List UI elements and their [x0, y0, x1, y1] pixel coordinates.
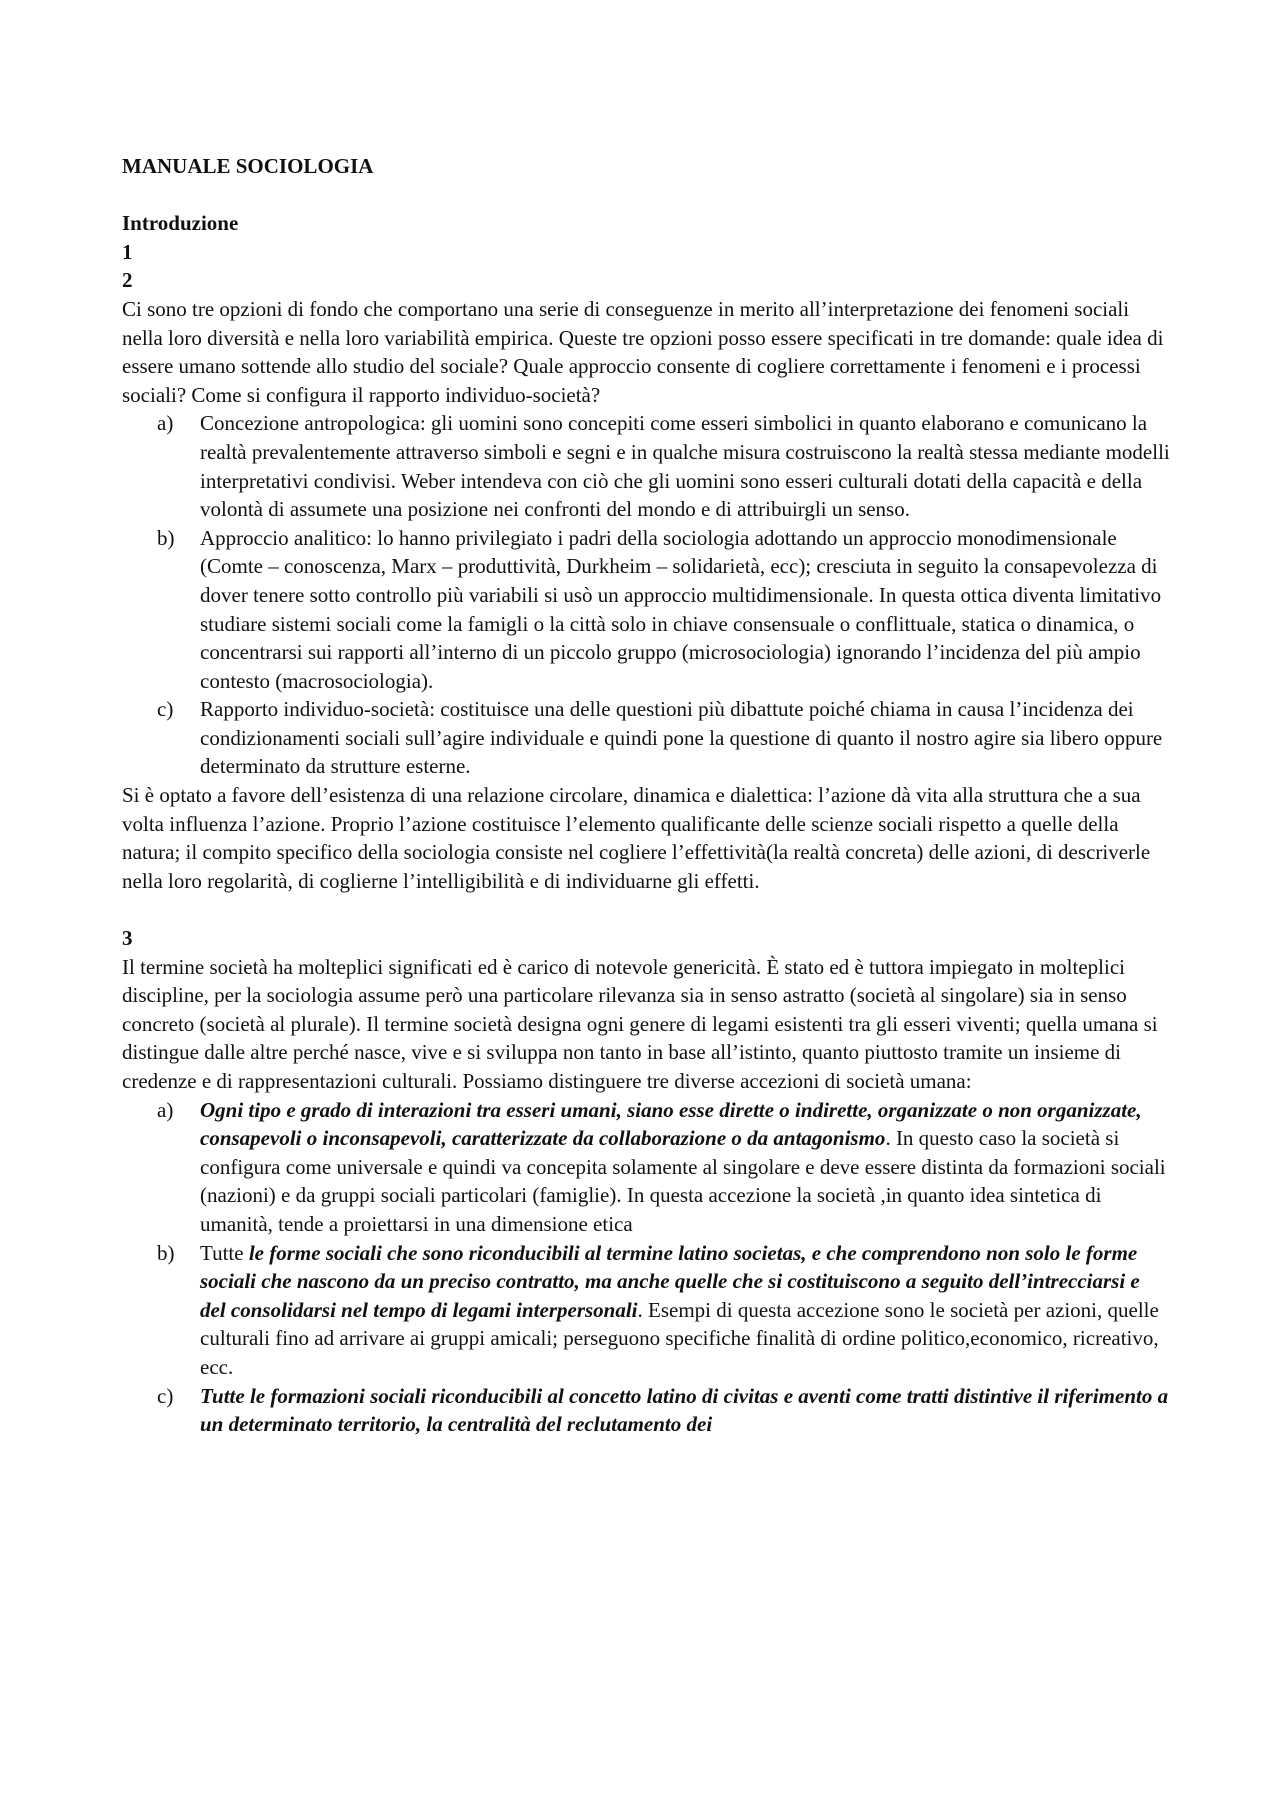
list-item	[122, 1239, 1170, 1382]
blank-line	[122, 181, 1170, 210]
document-page	[122, 152, 1170, 1439]
intro-heading: Introduzione	[122, 211, 239, 236]
list-item-emphasis: Tutte le formazioni sociali riconducibili al concetto latino di civitas e aventi come tratti distintive il riferimento a un determinato territorio, la centralità del reclutamento dei	[200, 1383, 1169, 1437]
section-2-list	[122, 409, 1170, 781]
section-2-conclusion: Si è optato a favore dell’esistenza di una relazione circolare, dinamica e dialettica: l’azione dà vita alla struttura che a sua volta influenza l’azione. Proprio l’azione costituisce l’elemento qualificante delle scienze sociali rispetto a quelle della natura; il compito specifico della sociologia consiste nel cogliere l’effettività(la realtà concreta) delle azioni, di descriverle nella loro regolarità, di coglierne l’intelligibilità e di individuarne gli effetti.	[122, 783, 1151, 893]
list-marker: c)	[157, 697, 174, 722]
list-item-rest: . Esempi di questa accezione sono le società per azioni, quelle culturali fino ad arrivare ai gruppi amicali; perseguono specifiche finalità di ordine politico,economico, ricreativo, ecc.	[200, 1297, 1159, 1379]
list-item-rest: . In questo caso la società si configura come universale e quindi va concepita solamente al singolare e deve essere distinta da formazioni sociali (nazioni) e da gruppi sociali particolari (famiglie). In questa accezione la società ,in quanto idea sintetica di umanità, tende a proiettarsi in una dimensione etica	[200, 1126, 1166, 1236]
document-title: MANUALE SOCIOLOGIA	[122, 154, 374, 178]
list-item-emphasis: Ogni tipo e grado di interazioni tra esseri umani, siano esse dirette o indirette, organizzate o non organizzate, consapevoli o inconsapevoli, caratterizzate da collaborazione o da antagonismo	[200, 1097, 1142, 1151]
list-item-lead: Tutte	[200, 1240, 249, 1265]
list-item-text: Concezione antropologica: gli uomini sono concepiti come esseri simbolici in quanto elaborano e comunicano la realtà prevalentemente attraverso simboli e segni e in qualche misura costruiscono la realtà stessa mediante modelli interpretativi condivisi. Weber intendeva con ciò che gli uomini sono esseri culturali dotati della capacità e della volontà di assumete una posizione nei confronti del mondo e di attribuirgli un senso.	[200, 411, 1170, 522]
section-number-1: 1	[122, 239, 133, 264]
list-item	[122, 524, 1170, 696]
list-item	[122, 409, 1170, 523]
list-marker: c)	[157, 1383, 174, 1408]
blank-line	[122, 895, 1170, 924]
section-3-paragraph: Il termine società ha molteplici significati ed è carico di notevole genericità. È stato ed è tuttora impiegato in molteplici discipline, per la sociologia assume però una particolare rilevanza sia in senso astratto (società al singolare) sia in senso concreto (società al plurale). Il termine società designa ogni genere di legami esistenti tra gli esseri viventi; quella umana si distingue dalle altre perché nasce, vive e si sviluppa non tanto in base all’istinto, quanto piuttosto tramite un insieme di credenze e di rappresentazioni culturali. Possiamo distinguere tre diverse accezioni di società umana:	[122, 954, 1158, 1093]
section-3-list	[122, 1096, 1170, 1439]
list-item-text: Approccio analitico: lo hanno privilegiato i padri della sociologia adottando un approccio monodimensionale (Comte – conoscenza, Marx – produttività, Durkheim – solidarietà, ecc); cresciuta in seguito la consapevolezza di dover tenere sotto controllo più variabili si usò un approccio multidimensionale. In questa ottica diventa limitativo studiare sistemi sociali come la famigli o la città solo in chiave consensuale o conflittuale, statica o dinamica, o concentrarsi sui rapporti all’interno di un piccolo gruppo (microsociologia) ignorando l’incidenza del più ampio contesto (macrosociologia).	[200, 525, 1162, 693]
list-item	[122, 1382, 1170, 1439]
section-number-3: 3	[122, 926, 133, 951]
list-item-text: Rapporto individuo-società: costituisce una delle questioni più dibattute poiché chiama in causa l’incidenza dei condizionamenti sociali sull’agire individuale e quindi pone la questione di quanto il nostro agire sia libero oppure determinato da strutture esterne.	[200, 697, 1163, 779]
list-marker: b)	[157, 1240, 175, 1265]
section-number-2: 2	[122, 268, 133, 293]
list-marker: a)	[157, 1097, 174, 1122]
list-item	[122, 1096, 1170, 1239]
list-marker: a)	[157, 411, 174, 436]
list-item	[122, 695, 1170, 781]
list-item-emphasis: le forme sociali che sono riconducibili al termine latino societas, e che comprendono non solo le forme sociali che nascono da un preciso contratto, ma anche quelle che si costituiscono a seguito dell’intrecciarsi e del consolidarsi nel tempo di legami interpersonali	[200, 1240, 1140, 1322]
list-marker: b)	[157, 525, 175, 550]
section-2-paragraph: Ci sono tre opzioni di fondo che comportano una serie di conseguenze in merito all’interpretazione dei fenomeni sociali nella loro diversità e nella loro variabilità empirica. Queste tre opzioni posso essere specificati in tre domande: quale idea di essere umano sottende allo studio del sociale? Quale approccio consente di cogliere correttamente i fenomeni e i processi sociali? Come si configura il rapporto individuo-società?	[122, 296, 1164, 407]
